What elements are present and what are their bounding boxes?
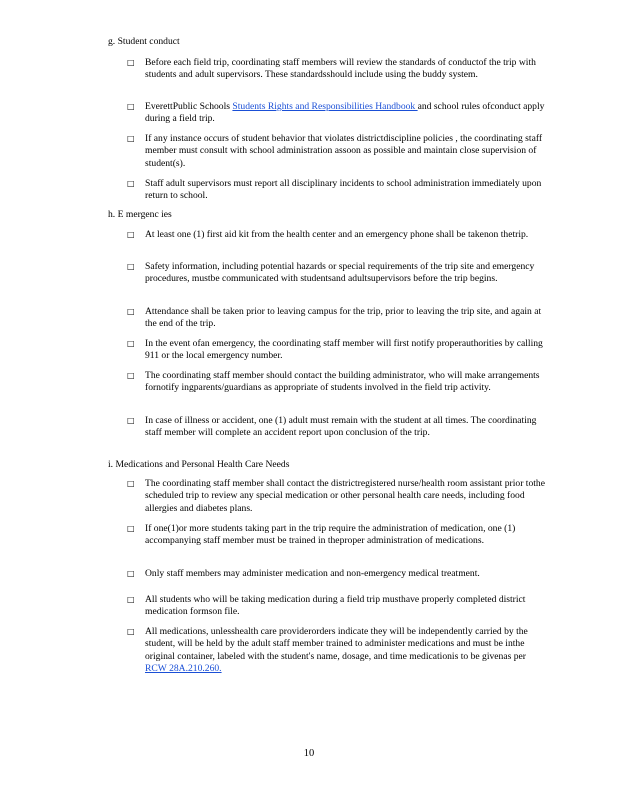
list-item	[127, 261, 547, 286]
bullet-box-icon: □	[127, 524, 135, 533]
list-item-text	[145, 133, 547, 170]
list-item	[127, 594, 547, 619]
text-segment: Staff adult supervisors must report all disciplinary incidents to school administration immediately upon return to school.	[145, 178, 542, 202]
list-item-text	[145, 306, 547, 331]
list-item-text	[145, 568, 547, 580]
bullet-box-icon: □	[127, 58, 135, 67]
list-item-text	[145, 338, 547, 363]
list-item	[127, 568, 547, 580]
text-segment: The coordinating staff member shall contact the districtregistered nurse/health room assistant prior tothe scheduled trip to review any special medication or other personal health care needs, including food allergies and diabetes plans.	[145, 478, 545, 514]
handbook-link[interactable]: Students Rights and Responsibilities Handbook	[232, 101, 418, 112]
bullet-box-icon: □	[127, 230, 135, 239]
list-item-text	[145, 626, 547, 676]
text-segment: If any instance occurs of student behavior that violates districtdiscipline policies , the coordinating staff member must consult with school administration assoon as possible and maintain close supervision of student(s).	[145, 133, 543, 169]
text-segment: All students who will be taking medication during a field trip musthave properly completed district medication formson file.	[145, 594, 526, 618]
list-item-text	[145, 229, 547, 241]
list-item-text	[145, 415, 547, 440]
bullet-box-icon: □	[127, 479, 135, 488]
text-segment: The coordinating staff member should contact the building administrator, who will make arrangements fornotify ingparents/guardians as appropriate of students involved in the field trip activity.	[145, 370, 540, 394]
list-item	[127, 178, 547, 203]
list-item-text	[145, 178, 547, 203]
bullet-box-icon: □	[127, 262, 135, 271]
bullet-box-icon: □	[127, 595, 135, 604]
list-item-text	[145, 478, 547, 515]
text-segment: Attendance shall be taken prior to leaving campus for the trip, prior to leaving the trip site, and again at the end of the trip.	[145, 306, 542, 330]
list-item	[127, 133, 547, 170]
list-item	[127, 415, 547, 440]
text-segment: In case of illness or accident, one (1) adult must remain with the student at all times. The coordinating staff member will complete an accident report upon conclusion of the trip.	[145, 415, 537, 439]
text-segment: If one(1)or more students taking part in the trip require the administration of medication, one (1) accompanying staff member must be trained in theproper administration of medications.	[145, 523, 516, 547]
text-segment: Safety information, including potential hazards or special requirements of the trip site and emergency procedures, mustbe communicated with studentsand adultsupervisors before the trip begins.	[145, 261, 535, 285]
text-segment: and school rules ofconduct apply during a field trip.	[145, 101, 545, 125]
bullet-box-icon: □	[127, 307, 135, 316]
bullet-box-icon: □	[127, 179, 135, 188]
list-item-text	[145, 370, 547, 395]
rcw-link[interactable]: RCW 28A.210.260.	[145, 663, 222, 675]
section-heading-medications: i. Medications and Personal Health Care Needs	[108, 459, 290, 470]
text-segment: All medications, unlesshealth care providerorders indicate they will be independently carried by the student, will be held by the adult staff member trained to administer medications and must be inthe original container, labeled with the student's name, dosage, and time medicationis to be givenas per	[145, 626, 528, 662]
bullet-box-icon: □	[127, 371, 135, 380]
list-item	[127, 478, 547, 515]
bullet-box-icon: □	[127, 134, 135, 143]
list-item-text	[145, 57, 547, 82]
bullet-box-icon: □	[127, 102, 135, 111]
text-segment: At least one (1) first aid kit from the health center and an emergency phone shall be takenon thetrip.	[145, 229, 529, 240]
bullet-box-icon: □	[127, 339, 135, 348]
list-item-text	[145, 594, 547, 619]
bullet-box-icon: □	[127, 627, 135, 636]
list-item-text	[145, 261, 547, 286]
list-item-text	[145, 101, 547, 126]
list-item	[127, 101, 547, 126]
list-item	[127, 306, 547, 331]
bullet-box-icon: □	[127, 569, 135, 578]
section-heading-student-conduct: g. Student conduct	[108, 36, 180, 47]
list-item	[127, 338, 547, 363]
section-heading-emergencies: h. E mergenc ies	[108, 209, 172, 220]
text-segment: EverettPublic Schools	[145, 101, 233, 112]
list-item	[127, 370, 547, 395]
list-item	[127, 229, 547, 241]
list-item	[127, 523, 547, 548]
text-segment: Before each field trip, coordinating staff members will review the standards of conductof the trip with students and adult supervisors. These standardsshould include using the buddy system.	[145, 57, 536, 81]
page-number: 10	[303, 748, 315, 759]
text-segment: In the event ofan emergency, the coordinating staff member will first notify properauthorities by calling 911 or the local emergency number.	[145, 338, 543, 362]
text-segment: Only staff members may administer medication and non-emergency medical treatment.	[145, 568, 480, 579]
list-item	[127, 57, 547, 82]
bullet-box-icon: □	[127, 416, 135, 425]
list-item-text	[145, 523, 547, 548]
list-item	[127, 626, 547, 676]
